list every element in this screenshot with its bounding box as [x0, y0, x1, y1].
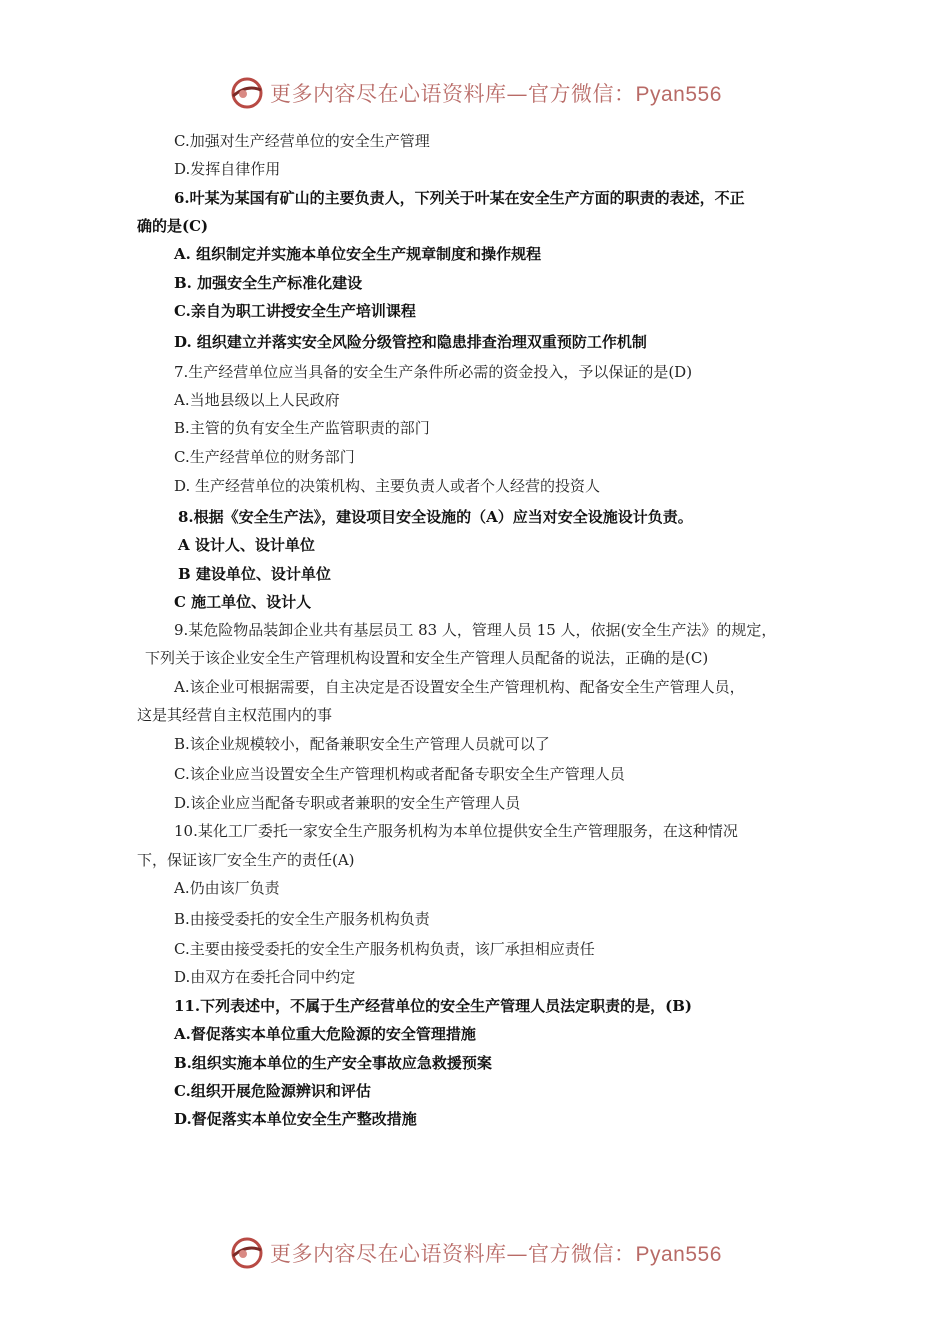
option-line: C.加强对生产经营单位的安全生产管理	[174, 132, 430, 150]
question-line: 下列关于该企业安全生产管理机构设置和安全生产管理人员配备的说法，正确的是(C)	[145, 649, 709, 667]
question-line: 确的是(C)	[137, 217, 209, 235]
question-line: 9.某危险物品装卸企业共有基层员工 83 人，管理人员 15 人，依据(安全生产法》的规定，	[174, 621, 777, 639]
option-line: B 建设单位、设计单位	[178, 565, 331, 583]
option-line: C.该企业应当设置安全生产管理机构或者配备专职安全生产管理人员	[174, 765, 625, 783]
option-line: C.生产经营单位的财务部门	[174, 448, 355, 466]
option-line: D.发挥自律作用	[174, 160, 281, 178]
option-line: B.组织实施本单位的生产安全事故应急救援预案	[174, 1054, 492, 1072]
option-line: D.由双方在委托合同中约定	[174, 968, 356, 986]
option-line: A.当地县级以上人民政府	[174, 391, 340, 409]
library-logo-icon	[228, 1234, 266, 1272]
question-line: 下，保证该厂安全生产的责任(A)	[137, 851, 355, 869]
option-line: D. 生产经营单位的决策机构、主要负责人或者个人经营的投资人	[174, 477, 601, 495]
footer-wechat-id: Pyan556	[635, 1243, 722, 1266]
option-line: B. 加强安全生产标准化建设	[174, 274, 363, 292]
question-line: 7.生产经营单位应当具备的安全生产条件所必需的资金投入，予以保证的是(D)	[174, 363, 693, 381]
header-banner-text: 更多内容尽在心语资料库—官方微信：Pyan556	[270, 82, 722, 106]
option-line: 这是其经营自主权范围内的事	[137, 706, 333, 724]
option-line: B.该企业规模较小，配备兼职安全生产管理人员就可以了	[174, 735, 550, 753]
option-line: A. 组织制定并实施本单位安全生产规章制度和操作规程	[174, 245, 542, 263]
option-line: B.由接受委托的安全生产服务机构负责	[174, 910, 430, 928]
header-banner	[0, 72, 950, 112]
option-line: B.主管的负有安全生产监管职责的部门	[174, 419, 430, 437]
option-line: D.督促落实本单位安全生产整改措施	[174, 1110, 417, 1128]
question-line: 8.根据《安全生产法》，建设项目安全设施的（A）应当对安全设施设计负责。	[178, 508, 693, 526]
option-line: A 设计人、设计单位	[178, 536, 315, 554]
question-line: 10.某化工厂委托一家安全生产服务机构为本单位提供安全生产管理服务，在这种情况	[174, 822, 738, 840]
question-line: 11.下列表述中，不属于生产经营单位的安全生产管理人员法定职责的是，(B)	[174, 997, 692, 1015]
footer-banner-text: 更多内容尽在心语资料库—官方微信：Pyan556	[270, 1242, 722, 1266]
option-line: C 施工单位、设计人	[174, 593, 312, 611]
header-wechat-id: Pyan556	[635, 83, 722, 106]
option-line: D.该企业应当配备专职或者兼职的安全生产管理人员	[174, 794, 521, 812]
option-line: C.主要由接受委托的安全生产服务机构负责，该厂承担相应责任	[174, 940, 595, 958]
option-line: A.督促落实本单位重大危险源的安全管理措施	[174, 1025, 476, 1043]
option-line: A.该企业可根据需要，自主决定是否设置安全生产管理机构、配备安全生产管理人员，	[174, 678, 745, 696]
library-logo-icon	[228, 74, 266, 112]
question-line: 6.叶某为某国有矿山的主要负责人，下列关于叶某在安全生产方面的职责的表述，不正	[174, 189, 745, 207]
option-line: A.仍由该厂负责	[174, 879, 280, 897]
option-line: C.亲自为职工讲授安全生产培训课程	[174, 302, 416, 320]
footer-banner	[0, 1232, 950, 1272]
option-line: C.组织开展危险源辨识和评估	[174, 1082, 371, 1100]
option-line: D. 组织建立并落实安全风险分级管控和隐患排查治理双重预防工作机制	[174, 333, 647, 351]
